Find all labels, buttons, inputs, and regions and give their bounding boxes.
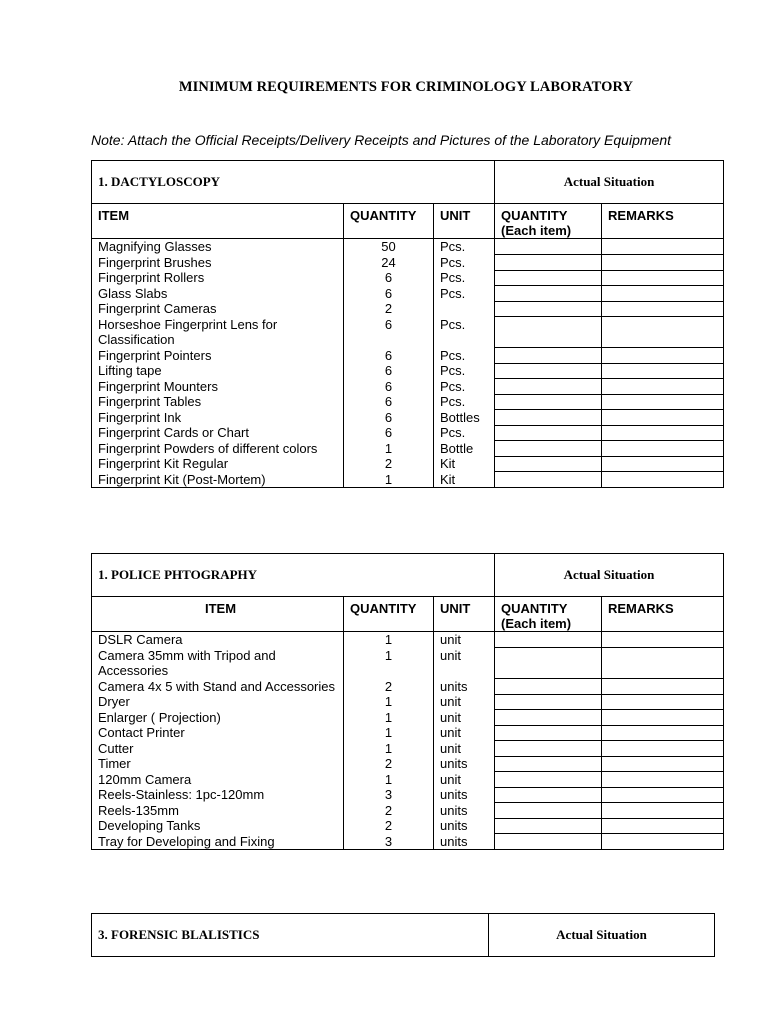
remarks-cell (602, 348, 724, 364)
table-row (92, 679, 724, 695)
table-row (92, 725, 724, 741)
remarks-cell (602, 286, 724, 302)
quantity-cell: 2 (344, 679, 434, 695)
quantity-cell: 6 (344, 317, 434, 348)
item-cell: Dryer (92, 694, 344, 710)
remarks-cell (602, 301, 724, 317)
actual-quantity-cell (495, 317, 602, 348)
table-row (92, 255, 724, 271)
item-cell: Fingerprint Powders of different colors (92, 441, 344, 457)
unit-cell: Pcs. (434, 363, 495, 379)
item-cell: Fingerprint Tables (92, 394, 344, 410)
table-row (92, 410, 724, 426)
remarks-cell (602, 741, 724, 757)
quantity-cell: 24 (344, 255, 434, 271)
actual-quantity-cell (495, 679, 602, 695)
unit-cell: Pcs. (434, 239, 495, 255)
item-cell: Contact Printer (92, 725, 344, 741)
actual-quantity-cell (495, 441, 602, 457)
table-row (92, 270, 724, 286)
unit-cell: Pcs. (434, 286, 495, 302)
unit-cell (434, 301, 495, 317)
item-cell: Reels-135mm (92, 803, 344, 819)
unit-cell: Pcs. (434, 255, 495, 271)
unit-cell: Pcs. (434, 394, 495, 410)
quantity-cell: 6 (344, 286, 434, 302)
quantity-cell: 2 (344, 756, 434, 772)
actual-quantity-cell (495, 348, 602, 364)
quantity-cell: 6 (344, 348, 434, 364)
item-cell: Fingerprint Pointers (92, 348, 344, 364)
actual-quantity-cell (495, 787, 602, 803)
actual-quantity-cell (495, 379, 602, 395)
remarks-cell (602, 772, 724, 788)
dactyloscopy-table (91, 160, 724, 488)
actual-quantity-cell (495, 725, 602, 741)
quantity-header: QUANTITY (344, 597, 434, 632)
unit-cell: unit (434, 632, 495, 648)
item-cell: Fingerprint Kit Regular (92, 456, 344, 472)
table-row (92, 834, 724, 850)
table-row (92, 301, 724, 317)
actual-quantity-cell (495, 834, 602, 850)
remarks-header: REMARKS (602, 597, 724, 632)
item-cell: Lifting tape (92, 363, 344, 379)
remarks-cell (602, 648, 724, 679)
unit-cell: unit (434, 772, 495, 788)
table-row (92, 379, 724, 395)
unit-cell: units (434, 834, 495, 850)
item-cell: DSLR Camera (92, 632, 344, 648)
quantity-cell: 1 (344, 710, 434, 726)
remarks-cell (602, 803, 724, 819)
item-cell: Fingerprint Mounters (92, 379, 344, 395)
actual-quantity-cell (495, 270, 602, 286)
quantity-cell: 3 (344, 834, 434, 850)
table-row (92, 286, 724, 302)
unit-cell: Pcs. (434, 379, 495, 395)
item-cell: Tray for Developing and Fixing (92, 834, 344, 850)
quantity-cell: 6 (344, 379, 434, 395)
item-cell: Fingerprint Brushes (92, 255, 344, 271)
unit-cell: Kit (434, 456, 495, 472)
item-cell: Fingerprint Cameras (92, 301, 344, 317)
unit-cell: Kit (434, 472, 495, 488)
remarks-cell (602, 363, 724, 379)
item-cell: Camera 4x 5 with Stand and Accessories (92, 679, 344, 695)
unit-header: UNIT (434, 204, 495, 239)
quantity-cell: 1 (344, 632, 434, 648)
item-cell: Fingerprint Cards or Chart (92, 425, 344, 441)
remarks-cell (602, 270, 724, 286)
actual-quantity-cell (495, 394, 602, 410)
remarks-cell (602, 787, 724, 803)
unit-cell: Bottle (434, 441, 495, 457)
unit-cell: units (434, 818, 495, 834)
actual-situation-header: Actual Situation (489, 914, 715, 957)
quantity-cell: 2 (344, 301, 434, 317)
remarks-header: REMARKS (602, 204, 724, 239)
quantity-cell: 50 (344, 239, 434, 255)
unit-cell: unit (434, 710, 495, 726)
table-row (92, 394, 724, 410)
actual-quantity-cell (495, 710, 602, 726)
quantity-cell: 1 (344, 741, 434, 757)
unit-cell: Pcs. (434, 317, 495, 348)
actual-quantity-cell (495, 756, 602, 772)
unit-cell: Pcs. (434, 270, 495, 286)
item-header: ITEM (92, 204, 344, 239)
forensic-ballistics-table (91, 913, 715, 957)
actual-quantity-cell (495, 286, 602, 302)
actual-quantity-cell (495, 301, 602, 317)
table-row (92, 348, 724, 364)
unit-cell: unit (434, 694, 495, 710)
unit-cell: Pcs. (434, 348, 495, 364)
item-cell: Cutter (92, 741, 344, 757)
remarks-cell (602, 394, 724, 410)
quantity-cell: 1 (344, 648, 434, 679)
actual-quantity-cell (495, 648, 602, 679)
quantity-cell: 1 (344, 472, 434, 488)
actual-quantity-cell (495, 363, 602, 379)
quantity-cell: 3 (344, 787, 434, 803)
item-cell: Fingerprint Rollers (92, 270, 344, 286)
remarks-cell (602, 425, 724, 441)
quantity-cell: 1 (344, 441, 434, 457)
quantity-cell: 1 (344, 725, 434, 741)
actual-quantity-cell (495, 694, 602, 710)
table-row (92, 756, 724, 772)
section-title: 3. FORENSIC BLALISTICS (92, 914, 489, 957)
item-header: ITEM (92, 597, 344, 632)
quantity-cell: 2 (344, 803, 434, 819)
item-cell: Developing Tanks (92, 818, 344, 834)
remarks-cell (602, 379, 724, 395)
table-row (92, 694, 724, 710)
actual-quantity-cell (495, 425, 602, 441)
remarks-cell (602, 679, 724, 695)
item-cell: Enlarger ( Projection) (92, 710, 344, 726)
actual-situation-header: Actual Situation (495, 554, 724, 597)
table-row (92, 441, 724, 457)
actual-quantity-cell (495, 632, 602, 648)
remarks-cell (602, 410, 724, 426)
page-title: MINIMUM REQUIREMENTS FOR CRIMINOLOGY LABORATORY (178, 79, 634, 95)
section-title: 1. DACTYLOSCOPY (92, 161, 495, 204)
quantity-cell: 2 (344, 818, 434, 834)
remarks-cell (602, 694, 724, 710)
table-row (92, 772, 724, 788)
unit-cell: unit (434, 741, 495, 757)
table-row (92, 239, 724, 255)
table-row (92, 425, 724, 441)
item-cell: Horseshoe Fingerprint Lens for Classification (92, 317, 344, 348)
remarks-cell (602, 255, 724, 271)
table-row (92, 818, 724, 834)
table-row (92, 363, 724, 379)
actual-quantity-cell (495, 456, 602, 472)
table-row (92, 787, 724, 803)
actual-quantity-cell (495, 239, 602, 255)
item-cell: Timer (92, 756, 344, 772)
remarks-cell (602, 239, 724, 255)
table-row (92, 456, 724, 472)
quantity-cell: 1 (344, 772, 434, 788)
unit-cell: Bottles (434, 410, 495, 426)
quantity-cell: 6 (344, 363, 434, 379)
item-cell: Fingerprint Ink (92, 410, 344, 426)
remarks-cell (602, 632, 724, 648)
note-text: Note: Attach the Official Receipts/Delivery Receipts and Pictures of the Laboratory Equipment (91, 132, 671, 148)
item-cell: Magnifying Glasses (92, 239, 344, 255)
unit-cell: unit (434, 648, 495, 679)
quantity-cell: 6 (344, 394, 434, 410)
item-cell: Reels-Stainless: 1pc-120mm (92, 787, 344, 803)
item-cell: Glass Slabs (92, 286, 344, 302)
remarks-cell (602, 710, 724, 726)
quantity-header: QUANTITY (344, 204, 434, 239)
actual-quantity-cell (495, 818, 602, 834)
table-row (92, 741, 724, 757)
quantity-cell: 1 (344, 694, 434, 710)
unit-header: UNIT (434, 597, 495, 632)
actual-quantity-cell (495, 472, 602, 488)
actual-quantity-header: QUANTITY (Each item) (495, 597, 602, 632)
unit-cell: Pcs. (434, 425, 495, 441)
unit-cell: units (434, 787, 495, 803)
actual-quantity-cell (495, 255, 602, 271)
table-row (92, 710, 724, 726)
item-cell: Fingerprint Kit (Post-Mortem) (92, 472, 344, 488)
quantity-cell: 6 (344, 410, 434, 426)
table-row (92, 472, 724, 488)
remarks-cell (602, 818, 724, 834)
actual-quantity-cell (495, 772, 602, 788)
remarks-cell (602, 456, 724, 472)
remarks-cell (602, 472, 724, 488)
quantity-cell: 6 (344, 425, 434, 441)
remarks-cell (602, 725, 724, 741)
quantity-cell: 2 (344, 456, 434, 472)
quantity-cell: 6 (344, 270, 434, 286)
actual-situation-header: Actual Situation (495, 161, 724, 204)
remarks-cell (602, 317, 724, 348)
remarks-cell (602, 756, 724, 772)
table-row (92, 648, 724, 679)
actual-quantity-cell (495, 410, 602, 426)
section-title: 1. POLICE PHTOGRAPHY (92, 554, 495, 597)
actual-quantity-header: QUANTITY (Each item) (495, 204, 602, 239)
remarks-cell (602, 834, 724, 850)
unit-cell: unit (434, 725, 495, 741)
table-row (92, 317, 724, 348)
item-cell: 120mm Camera (92, 772, 344, 788)
table-row (92, 632, 724, 648)
unit-cell: units (434, 803, 495, 819)
table-row (92, 803, 724, 819)
actual-quantity-cell (495, 803, 602, 819)
police-photography-table (91, 553, 724, 850)
unit-cell: units (434, 756, 495, 772)
unit-cell: units (434, 679, 495, 695)
actual-quantity-cell (495, 741, 602, 757)
remarks-cell (602, 441, 724, 457)
item-cell: Camera 35mm with Tripod and Accessories (92, 648, 344, 679)
